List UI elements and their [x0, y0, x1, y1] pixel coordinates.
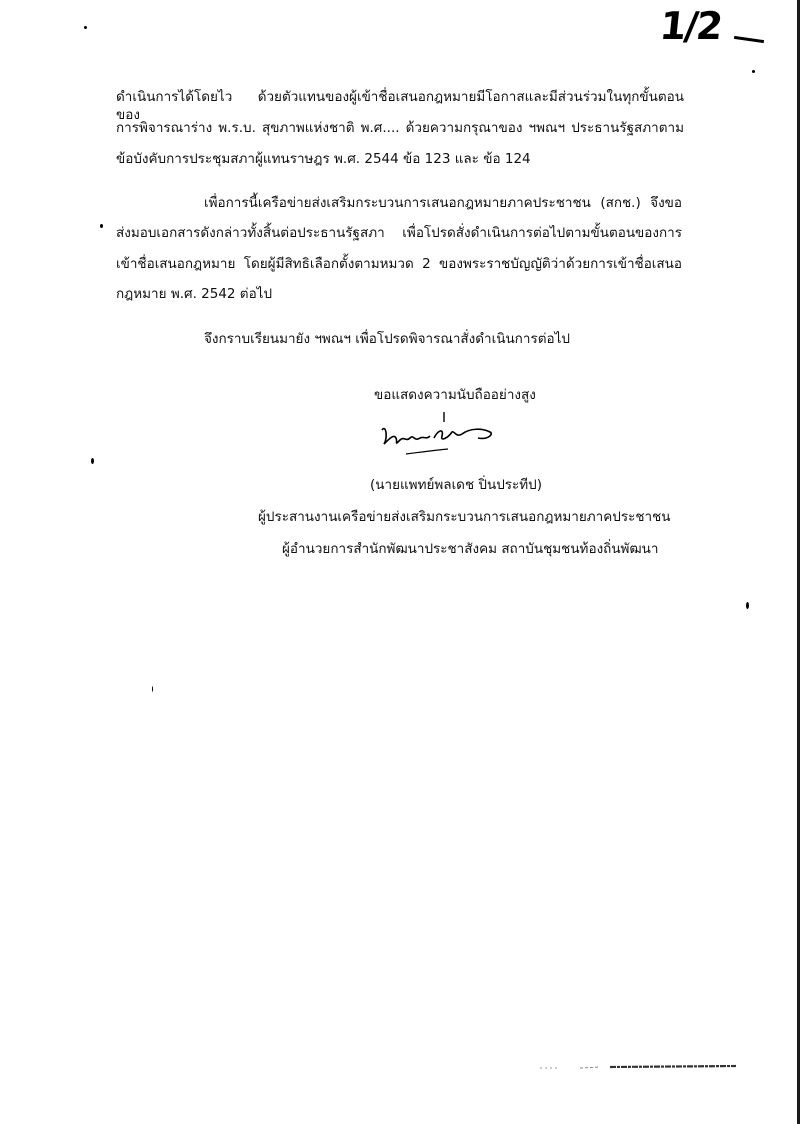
signer-name: (นายแพทย์พลเดช ปิ่นประทีป): [370, 477, 543, 493]
scan-speck: [84, 26, 87, 29]
paragraph-2-line-1: เพื่อการนี้เครือข่ายส่งเสริมกระบวนการเสนอกฎหมายภาคประชาชน (สกช.) จึงขอ: [204, 195, 682, 211]
signer-title-line-1: ผู้ประสานงานเครือข่ายส่งเสริมกระบวนการเสนอกฎหมายภาคประชาชน: [258, 509, 671, 525]
scan-speck: [752, 70, 755, 73]
handwritten-dash: [734, 36, 764, 43]
page-number: 1/2: [657, 4, 724, 48]
paragraph-2-line-4: กฎหมาย พ.ศ. 2542 ต่อไป: [116, 286, 273, 302]
scan-speck: [100, 224, 103, 228]
paragraph-1-line-2: การพิจารณาร่าง พ.ร.บ. สุขภาพแห่งชาติ พ.ศ.... ด้วยความกรุณาของ ฯพณฯ ประธานรัฐสภาตาม: [116, 120, 684, 136]
paragraph-2-line-3: เข้าชื่อเสนอกฎหมาย โดยผู้มีสิทธิเลือกตั้งตามหมวด 2 ของพระราชบัญญัติว่าด้วยการเข้าชื่อเสนอ: [116, 256, 682, 272]
paragraph-1-line-1: ดำเนินการได้โดยไว ด้วยตัวแทนของผู้เข้าชื่อเสนอกฎหมายมีโอกาสและมีส่วนร่วมในทุกขั้นตอนของ: [116, 89, 684, 123]
signer-title-line-2: ผู้อำนวยการสำนักพัฒนาประชาสังคม สถาบันชุมชนท้องถิ่นพัฒนา: [282, 541, 659, 557]
scan-noise: [500, 1060, 740, 1080]
scan-speck: [91, 458, 94, 464]
closing-request: จึงกราบเรียนมายัง ฯพณฯ เพื่อโปรดพิจารณาสั่งดำเนินการต่อไป: [204, 331, 570, 347]
scan-speck: [746, 602, 749, 609]
handwritten-signature: [378, 408, 508, 464]
sign-off: ขอแสดงความนับถืออย่างสูง: [374, 387, 536, 403]
scan-speck: [152, 686, 153, 692]
paragraph-2-line-2: ส่งมอบเอกสารดังกล่าวทั้งสิ้นต่อประธานรัฐสภา เพื่อโปรดสั่งดำเนินการต่อไปตามขั้นตอนของการ: [116, 225, 682, 241]
paragraph-1-line-3: ข้อบังคับการประชุมสภาผู้แทนราษฎร พ.ศ. 2544 ข้อ 123 และ ข้อ 124: [116, 151, 531, 167]
